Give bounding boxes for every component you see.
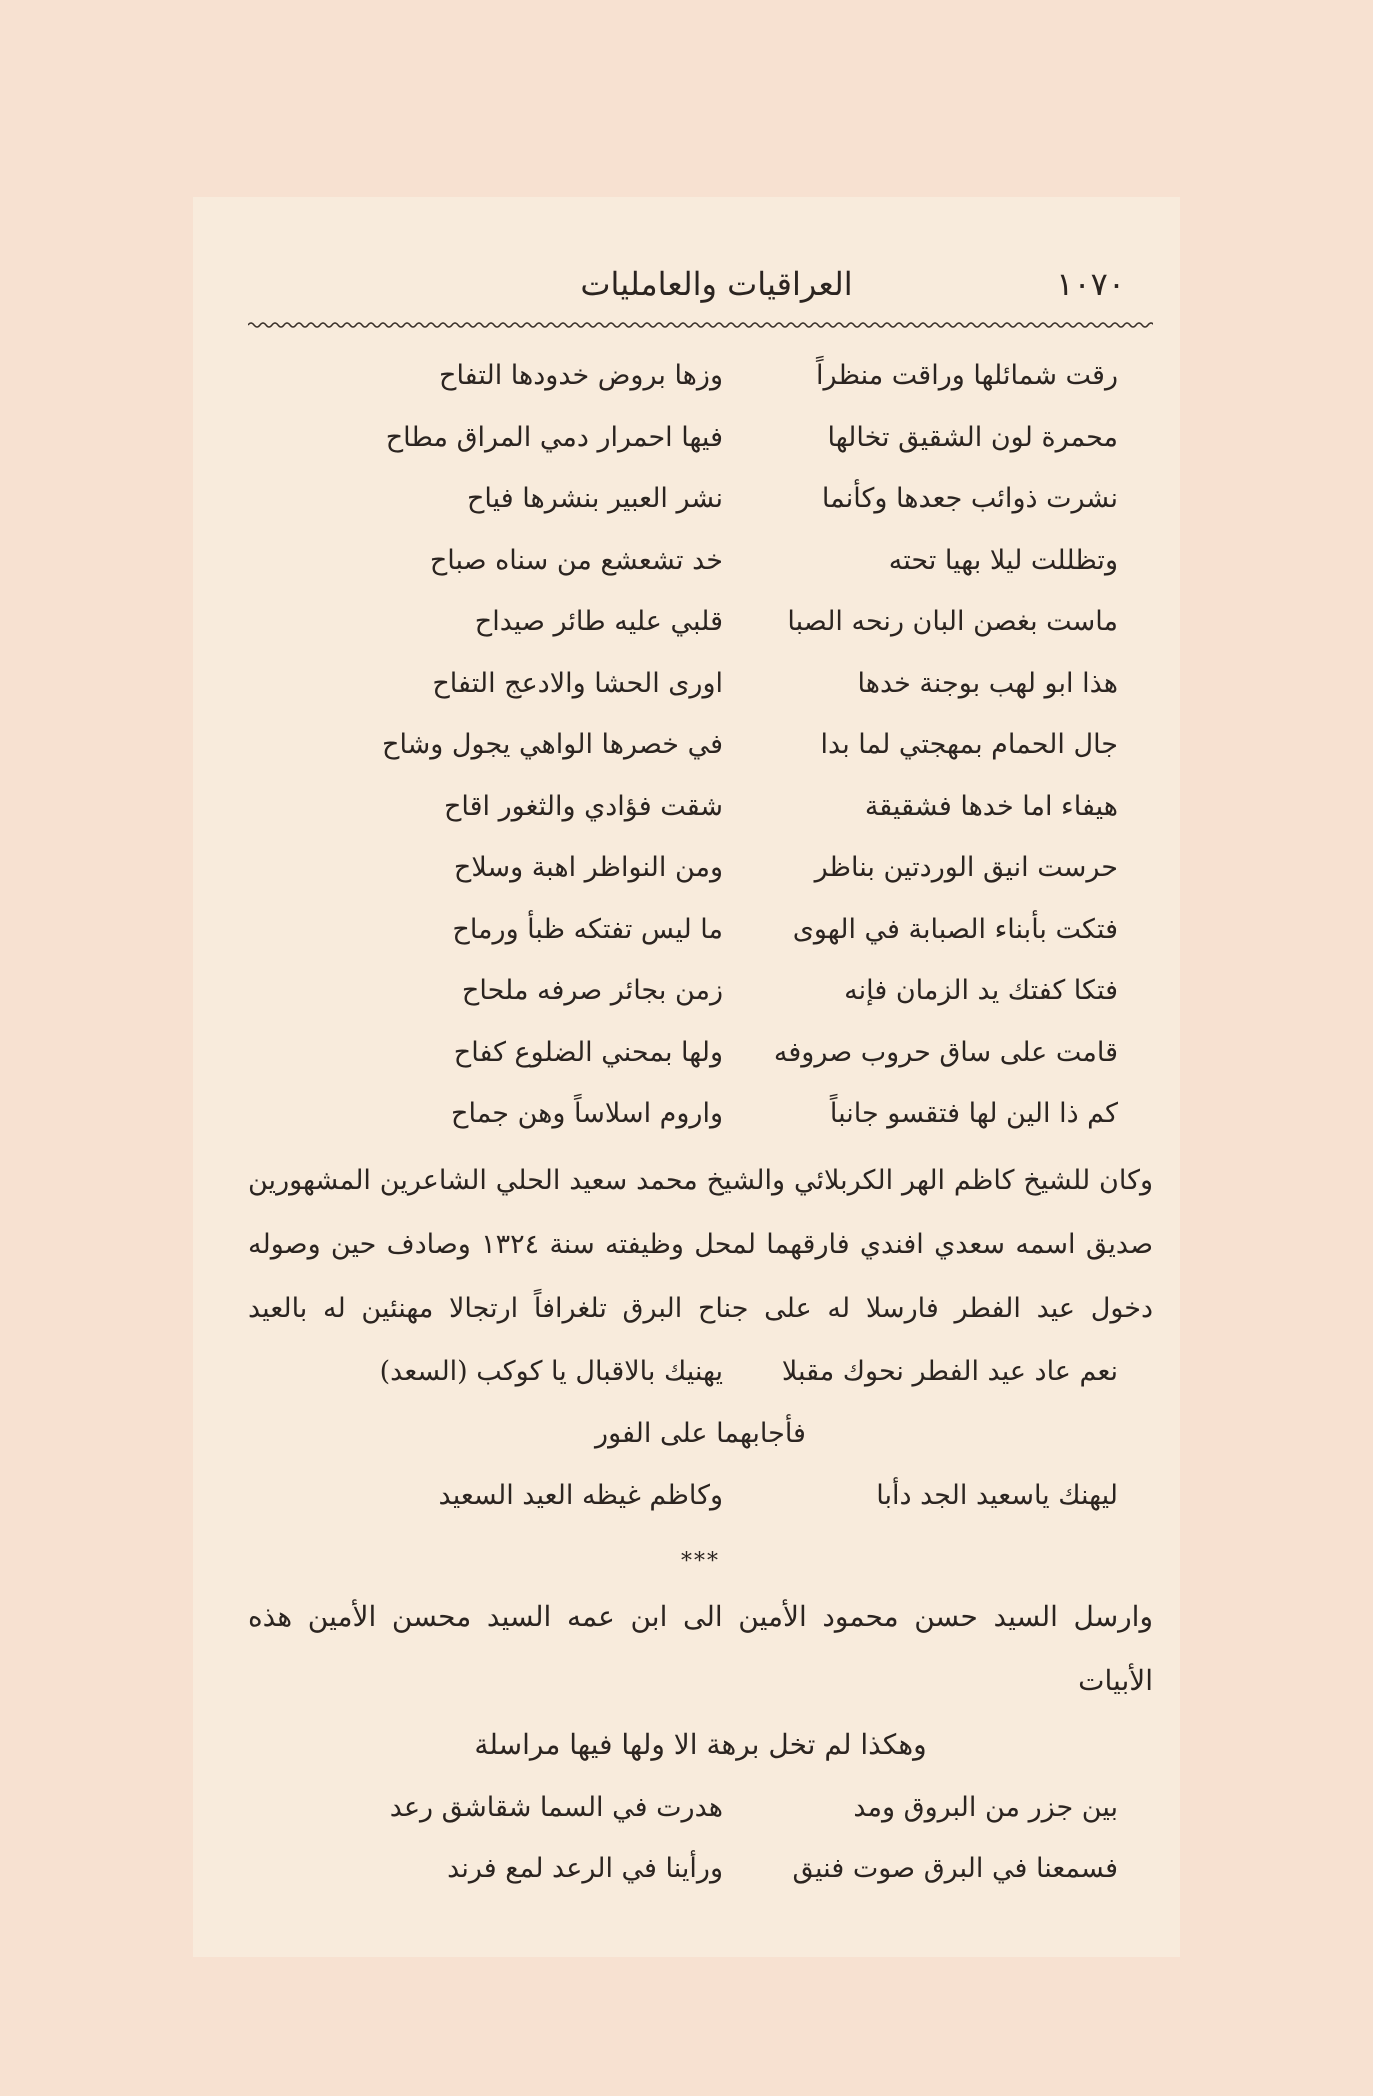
second-hemistich: خد تشعشع من سناه صباح: [429, 544, 723, 576]
verse-line: [248, 468, 1153, 530]
verse-line: [248, 1838, 1153, 1900]
verse-line: [248, 1777, 1153, 1839]
verse-line: [248, 345, 1153, 407]
verse-line: [248, 591, 1153, 653]
verse-line: [248, 776, 1153, 838]
page-content: [248, 345, 1153, 1900]
second-hemistich: هدرت في السما شقاشق رعد: [389, 1791, 723, 1823]
reply-intro: فأجابهما على الفور: [595, 1417, 806, 1449]
first-hemistich: كم ذا الين لها فتقسو جانباً: [829, 1098, 1118, 1130]
verse-line: [248, 407, 1153, 469]
first-hemistich: فسمعنا في البرق صوت فنيق: [792, 1853, 1118, 1885]
first-hemistich: بين جزر من البروق ومد: [853, 1791, 1118, 1823]
verse-line: [248, 960, 1153, 1022]
second-hemistich: زمن بجائر صرفه ملحاح: [461, 975, 723, 1007]
second-hemistich: شقت فؤادي والثغور اقاح: [443, 790, 723, 822]
first-hemistich: رقت شمائلها وراقت منظراً: [816, 360, 1118, 392]
wavy-rule: [248, 319, 1153, 331]
first-hemistich: وتظللت ليلا بهيا تحته: [888, 544, 1118, 576]
second-hemistich: وزها بروض خدودها التفاح: [439, 360, 723, 392]
prose-line: دخول عيد الفطر فارسلا له على جناح البرق تلغرافاً ارتجالا مهنئين له بالعيد: [248, 1292, 1153, 1324]
second-hemistich: ولها بمحني الضلوع كفاح: [453, 1036, 723, 1068]
prose-line: صديق اسمه سعدي افندي فارقهما لمحل وظيفته سنة ١٣٢٤ وصادف حين وصوله: [248, 1228, 1153, 1260]
first-hemistich: ماست بغصن البان رنحه الصبا: [787, 606, 1118, 638]
first-hemistich: محمرة لون الشقيق تخالها: [827, 421, 1118, 453]
first-hemistich: نعم عاد عيد الفطر نحوك مقبلا: [781, 1356, 1118, 1387]
page-number: ١٠٧٠: [1056, 265, 1125, 303]
first-hemistich: جال الحمام بمهجتي لما بدا: [820, 729, 1118, 761]
running-title: العراقيات والعامليات: [580, 265, 853, 303]
first-hemistich: قامت على ساق حروب صروفه: [773, 1036, 1118, 1068]
first-hemistich: فتكا كفتك يد الزمان فإنه: [844, 975, 1118, 1007]
second-hemistich: ما ليس تفتكه ظبأ ورماح: [452, 913, 723, 945]
second-hemistich: يهنيك بالاقبال يا كوكب (السعد): [379, 1356, 723, 1387]
verse-line: [248, 1022, 1153, 1084]
first-hemistich: نشرت ذوائب جعدها وكأنما: [821, 483, 1118, 515]
prose-paragraph: [248, 1585, 1153, 1777]
prose-line: وارسل السيد حسن محمود الأمين الى ابن عمه السيد محسن الأمين هذه الأبيات: [248, 1599, 1153, 1697]
section-separator: ***: [681, 1548, 720, 1574]
second-hemistich: ومن النواظر اهبة وسلاح: [453, 852, 723, 884]
prose-paragraph: [248, 1149, 1153, 1341]
reply-verse: [248, 1465, 1153, 1527]
first-hemistich: هذا ابو لهب بوجنة خدها: [857, 667, 1118, 699]
verse-line: [248, 714, 1153, 776]
first-hemistich: فتكت بأبناء الصبابة في الهوى: [792, 913, 1118, 945]
page-header: [248, 259, 1125, 309]
verse-line: [248, 899, 1153, 961]
verse-line: [248, 530, 1153, 592]
poem-1: [248, 345, 1153, 1145]
verse-line: [248, 1083, 1153, 1145]
second-hemistich: قلبي عليه طائر صيداح: [474, 606, 723, 638]
book-page: [193, 197, 1180, 1957]
prose-line: وكان للشيخ كاظم الهر الكربلائي والشيخ محمد سعيد الحلي الشاعرين المشهورين: [248, 1164, 1153, 1196]
second-hemistich: اورى الحشا والادعج التفاح: [432, 667, 723, 699]
second-hemistich: ورأينا في الرعد لمع فرند: [447, 1853, 723, 1885]
first-hemistich: هيفاء اما خدها فشقيقة: [864, 790, 1118, 822]
prose-line: وهكذا لم تخل برهة الا ولها فيها مراسلة: [474, 1727, 927, 1761]
poem-2: [248, 1777, 1153, 1900]
second-hemistich: واروم اسلاساً وهن جماح: [451, 1098, 723, 1130]
greeting-verse: [248, 1341, 1153, 1403]
second-hemistich: فيها احمرار دمي المراق مطاح: [385, 421, 723, 453]
verse-line: [248, 653, 1153, 715]
second-hemistich: وكاظم غيظه العيد السعيد: [438, 1480, 723, 1511]
second-hemistich: في خصرها الواهي يجول وشاح: [382, 729, 723, 761]
verse-line: [248, 837, 1153, 899]
first-hemistich: حرست انيق الوردتين بناظر: [814, 852, 1118, 884]
first-hemistich: ليهنك ياسعيد الجد دأبا: [876, 1480, 1118, 1511]
second-hemistich: نشر العبير بنشرها فياح: [466, 483, 723, 515]
